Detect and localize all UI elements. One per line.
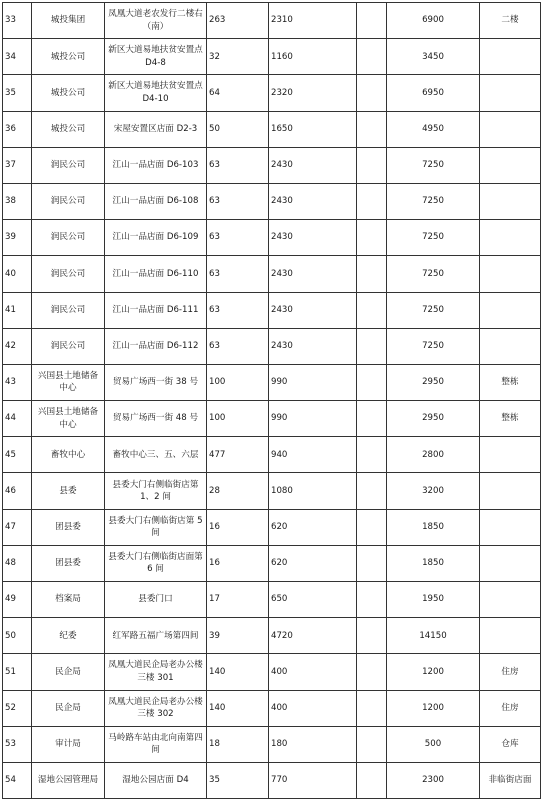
rent-cell: 2430 — [269, 256, 357, 292]
blank-cell — [357, 545, 387, 581]
location-cell: 新区大道易地扶贫安置点 D4-8 — [105, 39, 207, 75]
unit-name-cell: 润民公司 — [32, 292, 105, 328]
rent-cell: 400 — [269, 690, 357, 726]
table-row — [3, 473, 541, 509]
location-cell: 湿地公园店面 D4 — [105, 762, 207, 798]
rent-cell: 2320 — [269, 75, 357, 111]
row-number-cell: 33 — [3, 3, 32, 39]
rent-cell: 2430 — [269, 147, 357, 183]
rent-cell: 2430 — [269, 220, 357, 256]
blank-cell — [357, 473, 387, 509]
row-number-cell: 47 — [3, 509, 32, 545]
remark-cell: 整栋 — [480, 364, 541, 400]
area-cell: 39 — [207, 618, 269, 654]
table-row — [3, 328, 541, 364]
row-number-cell: 49 — [3, 582, 32, 618]
location-cell: 畜牧中心三、五、六层 — [105, 437, 207, 473]
annual-amount-cell: 6950 — [387, 75, 480, 111]
location-cell: 贸易广场西一街 48 号 — [105, 401, 207, 437]
remark-cell — [480, 183, 541, 219]
row-number-cell: 43 — [3, 364, 32, 400]
table-row — [3, 437, 541, 473]
unit-name-cell: 城投公司 — [32, 111, 105, 147]
row-number-cell: 53 — [3, 726, 32, 762]
remark-cell — [480, 473, 541, 509]
location-cell: 县委大门右侧临街店第 1、2 间 — [105, 473, 207, 509]
location-cell: 凤凰大道民企局老办公楼三楼 302 — [105, 690, 207, 726]
blank-cell — [357, 654, 387, 690]
annual-amount-cell: 7250 — [387, 147, 480, 183]
annual-amount-cell: 7250 — [387, 256, 480, 292]
area-cell: 18 — [207, 726, 269, 762]
area-cell: 63 — [207, 292, 269, 328]
table-row — [3, 39, 541, 75]
remark-cell — [480, 147, 541, 183]
unit-name-cell: 润民公司 — [32, 256, 105, 292]
blank-cell — [357, 220, 387, 256]
rent-cell: 940 — [269, 437, 357, 473]
rent-cell: 2430 — [269, 183, 357, 219]
blank-cell — [357, 292, 387, 328]
area-cell: 63 — [207, 220, 269, 256]
row-number-cell: 40 — [3, 256, 32, 292]
table-row — [3, 582, 541, 618]
area-cell: 263 — [207, 3, 269, 39]
unit-name-cell: 兴国县土地储备中心 — [32, 364, 105, 400]
remark-cell — [480, 256, 541, 292]
table-row — [3, 509, 541, 545]
row-number-cell: 38 — [3, 183, 32, 219]
row-number-cell: 45 — [3, 437, 32, 473]
table-row — [3, 220, 541, 256]
area-cell: 28 — [207, 473, 269, 509]
annual-amount-cell: 3450 — [387, 39, 480, 75]
annual-amount-cell: 7250 — [387, 183, 480, 219]
row-number-cell: 52 — [3, 690, 32, 726]
table-row — [3, 183, 541, 219]
row-number-cell: 44 — [3, 401, 32, 437]
rent-cell: 650 — [269, 582, 357, 618]
table-row — [3, 256, 541, 292]
rent-cell: 180 — [269, 726, 357, 762]
annual-amount-cell: 7250 — [387, 328, 480, 364]
remark-cell — [480, 509, 541, 545]
rent-cell: 990 — [269, 401, 357, 437]
location-cell: 宋屋安置区店面 D2-3 — [105, 111, 207, 147]
location-cell: 新区大道易地扶贫安置点 D4-10 — [105, 75, 207, 111]
table-row — [3, 364, 541, 400]
remark-cell — [480, 582, 541, 618]
blank-cell — [357, 509, 387, 545]
remark-cell — [480, 328, 541, 364]
area-cell: 50 — [207, 111, 269, 147]
annual-amount-cell: 1850 — [387, 509, 480, 545]
remark-cell — [480, 292, 541, 328]
location-cell: 江山一品店面 D6-110 — [105, 256, 207, 292]
annual-amount-cell: 4950 — [387, 111, 480, 147]
area-cell: 17 — [207, 582, 269, 618]
table-row — [3, 111, 541, 147]
location-cell: 江山一品店面 D6-103 — [105, 147, 207, 183]
location-cell: 江山一品店面 D6-112 — [105, 328, 207, 364]
area-cell: 140 — [207, 690, 269, 726]
location-cell: 县委大门右侧临街店第 5 间 — [105, 509, 207, 545]
row-number-cell: 34 — [3, 39, 32, 75]
blank-cell — [357, 111, 387, 147]
remark-cell — [480, 75, 541, 111]
annual-amount-cell: 2300 — [387, 762, 480, 798]
remark-cell — [480, 39, 541, 75]
annual-amount-cell: 500 — [387, 726, 480, 762]
remark-cell — [480, 220, 541, 256]
annual-amount-cell: 2800 — [387, 437, 480, 473]
blank-cell — [357, 75, 387, 111]
annual-amount-cell: 7250 — [387, 220, 480, 256]
row-number-cell: 42 — [3, 328, 32, 364]
area-cell: 100 — [207, 401, 269, 437]
annual-amount-cell: 1200 — [387, 690, 480, 726]
blank-cell — [357, 328, 387, 364]
table-row — [3, 147, 541, 183]
location-cell: 江山一品店面 D6-111 — [105, 292, 207, 328]
table-row — [3, 75, 541, 111]
table-row — [3, 292, 541, 328]
unit-name-cell: 民企局 — [32, 690, 105, 726]
unit-name-cell: 湿地公园管理局 — [32, 762, 105, 798]
area-cell: 16 — [207, 545, 269, 581]
location-cell: 马岭路车站由北向南第四间 — [105, 726, 207, 762]
rent-cell: 400 — [269, 654, 357, 690]
area-cell: 63 — [207, 328, 269, 364]
blank-cell — [357, 437, 387, 473]
row-number-cell: 41 — [3, 292, 32, 328]
rent-cell: 1650 — [269, 111, 357, 147]
area-cell: 63 — [207, 256, 269, 292]
blank-cell — [357, 762, 387, 798]
row-number-cell: 46 — [3, 473, 32, 509]
table-row — [3, 762, 541, 798]
row-number-cell: 54 — [3, 762, 32, 798]
remark-cell: 住房 — [480, 690, 541, 726]
remark-cell: 整栋 — [480, 401, 541, 437]
blank-cell — [357, 3, 387, 39]
unit-name-cell: 纪委 — [32, 618, 105, 654]
table-row — [3, 545, 541, 581]
table-row — [3, 3, 541, 39]
blank-cell — [357, 401, 387, 437]
rent-cell: 4720 — [269, 618, 357, 654]
location-cell: 江山一品店面 D6-109 — [105, 220, 207, 256]
area-cell: 64 — [207, 75, 269, 111]
location-cell: 县委大门右侧临街店面第 6 间 — [105, 545, 207, 581]
unit-name-cell: 润民公司 — [32, 147, 105, 183]
table-row — [3, 654, 541, 690]
annual-amount-cell: 1850 — [387, 545, 480, 581]
row-number-cell: 36 — [3, 111, 32, 147]
annual-amount-cell: 1950 — [387, 582, 480, 618]
row-number-cell: 39 — [3, 220, 32, 256]
row-number-cell: 48 — [3, 545, 32, 581]
blank-cell — [357, 618, 387, 654]
annual-amount-cell: 2950 — [387, 364, 480, 400]
annual-amount-cell: 3200 — [387, 473, 480, 509]
blank-cell — [357, 39, 387, 75]
row-number-cell: 37 — [3, 147, 32, 183]
unit-name-cell: 城投公司 — [32, 39, 105, 75]
unit-name-cell: 润民公司 — [32, 328, 105, 364]
blank-cell — [357, 690, 387, 726]
rent-cell: 990 — [269, 364, 357, 400]
remark-cell: 非临街店面 — [480, 762, 541, 798]
unit-name-cell: 润民公司 — [32, 183, 105, 219]
location-cell: 凤凰大道民企局老办公楼三楼 301 — [105, 654, 207, 690]
annual-amount-cell: 7250 — [387, 292, 480, 328]
location-cell: 凤凰大道老农发行二楼右（南） — [105, 3, 207, 39]
rent-cell: 620 — [269, 545, 357, 581]
property-rental-table — [2, 2, 541, 799]
area-cell: 35 — [207, 762, 269, 798]
location-cell: 贸易广场西一街 38 号 — [105, 364, 207, 400]
table-row — [3, 726, 541, 762]
rent-cell: 770 — [269, 762, 357, 798]
rent-cell: 620 — [269, 509, 357, 545]
unit-name-cell: 畜牧中心 — [32, 437, 105, 473]
blank-cell — [357, 582, 387, 618]
unit-name-cell: 兴国县土地储备中心 — [32, 401, 105, 437]
row-number-cell: 35 — [3, 75, 32, 111]
unit-name-cell: 润民公司 — [32, 220, 105, 256]
unit-name-cell: 城投集团 — [32, 3, 105, 39]
annual-amount-cell: 1200 — [387, 654, 480, 690]
blank-cell — [357, 147, 387, 183]
unit-name-cell: 审计局 — [32, 726, 105, 762]
remark-cell — [480, 437, 541, 473]
row-number-cell: 50 — [3, 618, 32, 654]
table-row — [3, 618, 541, 654]
unit-name-cell: 民企局 — [32, 654, 105, 690]
row-number-cell: 51 — [3, 654, 32, 690]
remark-cell: 二楼 — [480, 3, 541, 39]
blank-cell — [357, 183, 387, 219]
remark-cell — [480, 545, 541, 581]
unit-name-cell: 团县委 — [32, 509, 105, 545]
rent-cell: 2430 — [269, 328, 357, 364]
table-row — [3, 690, 541, 726]
location-cell: 县委门口 — [105, 582, 207, 618]
blank-cell — [357, 726, 387, 762]
location-cell: 红军路五福广场第四间 — [105, 618, 207, 654]
remark-cell: 仓库 — [480, 726, 541, 762]
table-row — [3, 401, 541, 437]
annual-amount-cell: 2950 — [387, 401, 480, 437]
annual-amount-cell: 14150 — [387, 618, 480, 654]
remark-cell — [480, 618, 541, 654]
area-cell: 16 — [207, 509, 269, 545]
remark-cell: 住房 — [480, 654, 541, 690]
unit-name-cell: 档案局 — [32, 582, 105, 618]
unit-name-cell: 城投公司 — [32, 75, 105, 111]
annual-amount-cell: 6900 — [387, 3, 480, 39]
location-cell: 江山一品店面 D6-108 — [105, 183, 207, 219]
blank-cell — [357, 256, 387, 292]
area-cell: 63 — [207, 183, 269, 219]
remark-cell — [480, 111, 541, 147]
area-cell: 140 — [207, 654, 269, 690]
area-cell: 477 — [207, 437, 269, 473]
unit-name-cell: 团县委 — [32, 545, 105, 581]
unit-name-cell: 县委 — [32, 473, 105, 509]
table-body — [3, 3, 541, 799]
blank-cell — [357, 364, 387, 400]
rent-cell: 2310 — [269, 3, 357, 39]
rent-cell: 2430 — [269, 292, 357, 328]
area-cell: 100 — [207, 364, 269, 400]
area-cell: 32 — [207, 39, 269, 75]
area-cell: 63 — [207, 147, 269, 183]
rent-cell: 1080 — [269, 473, 357, 509]
rent-cell: 1160 — [269, 39, 357, 75]
rental-document — [2, 2, 541, 799]
